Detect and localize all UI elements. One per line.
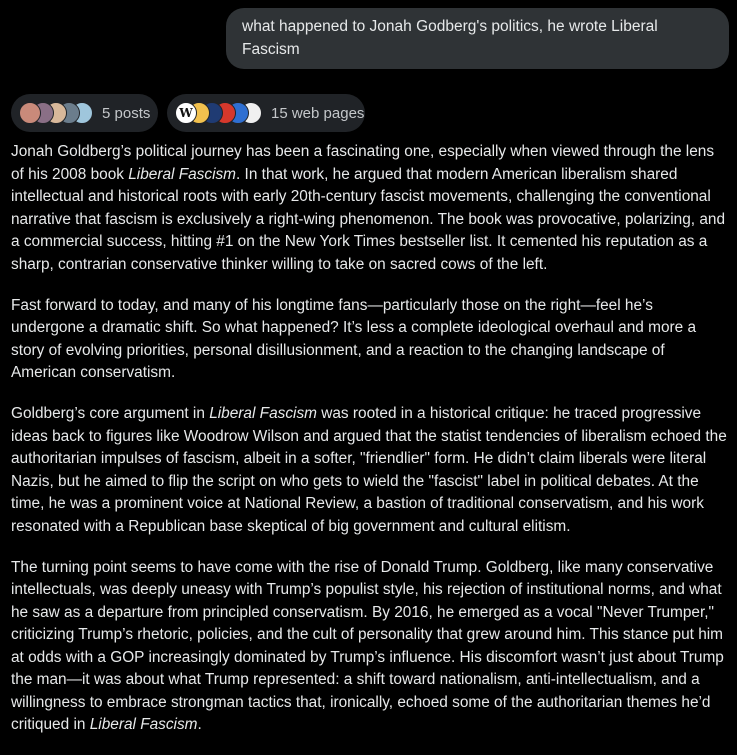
response-paragraph: Goldberg’s core argument in Liberal Fascism was rooted in a historical critique: he traced progressive ideas back to figures like Woodrow Wilson and argued that the statist tendencies of liberalism echoed the authoritarian impulses of fascism, albeit in a softer, "friendlier" form. He didn’t claim liberals were literal Nazis, but he aimed to flip the script on who gets to wield the "fascist" label in political debates. At the time, he was a prominent voice at National Review, a bastion of traditional conservatism, and his work resonated with a Republican base skeptical of big government and cultural elitism. bbox=[11, 405, 727, 535]
post-author-avatar bbox=[19, 102, 41, 124]
assistant-response bbox=[11, 141, 729, 755]
book-title: Liberal Fascism bbox=[209, 405, 317, 422]
response-paragraph: Fast forward to today, and many of his longtime fans—particularly those on the right—feel he’s undergone a dramatic shift. So what happened? It’s less a complete ideological overhaul and more a story of evolving priorities, personal disillusionment, and a reaction to the changing landscape of American conservatism. bbox=[11, 296, 697, 381]
book-title: Liberal Fascism bbox=[89, 716, 198, 733]
web-pages-count-label: 15 web pages bbox=[271, 104, 365, 122]
user-message-bubble bbox=[226, 8, 729, 69]
posts-sources-button[interactable] bbox=[11, 94, 158, 132]
user-message-text: what happened to Jonah Godberg's politics, he wrote Liberal Fascism bbox=[242, 18, 658, 58]
post-avatars bbox=[19, 102, 93, 124]
book-title: Liberal Fascism bbox=[128, 165, 236, 183]
wikipedia-icon: W bbox=[175, 102, 197, 124]
response-paragraph: Jonah Goldberg’s political journey has been a fascinating one, especially when viewed through the lens of his 2008 book Liberal Fascism. In that work, he argued that modern American liberalism shared intellectual and historical roots with early 20th-century fascist movements, challenging the conventional narrative that fascism is exclusively a right-wing phenomenon. The book was provocative, polarizing, and a commercial success, hitting #1 on the New York Times bestseller list. It cemented his reputation as a sharp, contrarian conservative thinker willing to take on sacred cows of the left. bbox=[11, 143, 726, 273]
posts-count-label: 5 posts bbox=[102, 104, 151, 122]
response-paragraph: The turning point seems to have come with the rise of Donald Trump. Goldberg, like many conservative intellectuals, was deeply uneasy with Trump’s populist style, his rejection of institutional norms, and what he saw as a departure from principled conservatism. By 2016, he emerged as a vocal "Never Trumper," criticizing Trump’s rhetoric, policies, and the cult of personality that grew around him. This stance put him at odds with a GOP increasingly dominated by Trump’s influence. His discomfort wasn’t just about Trump the man—it was about what Trump represented: a shift toward nationalism, anti-intellectualism, and a willingness to embrace strongman tactics that, ironically, echoed some of the authoritarian themes he’d critiqued in Liberal Fascism. bbox=[11, 558, 724, 733]
web-favicons bbox=[175, 102, 262, 124]
web-sources-button[interactable] bbox=[167, 94, 365, 132]
